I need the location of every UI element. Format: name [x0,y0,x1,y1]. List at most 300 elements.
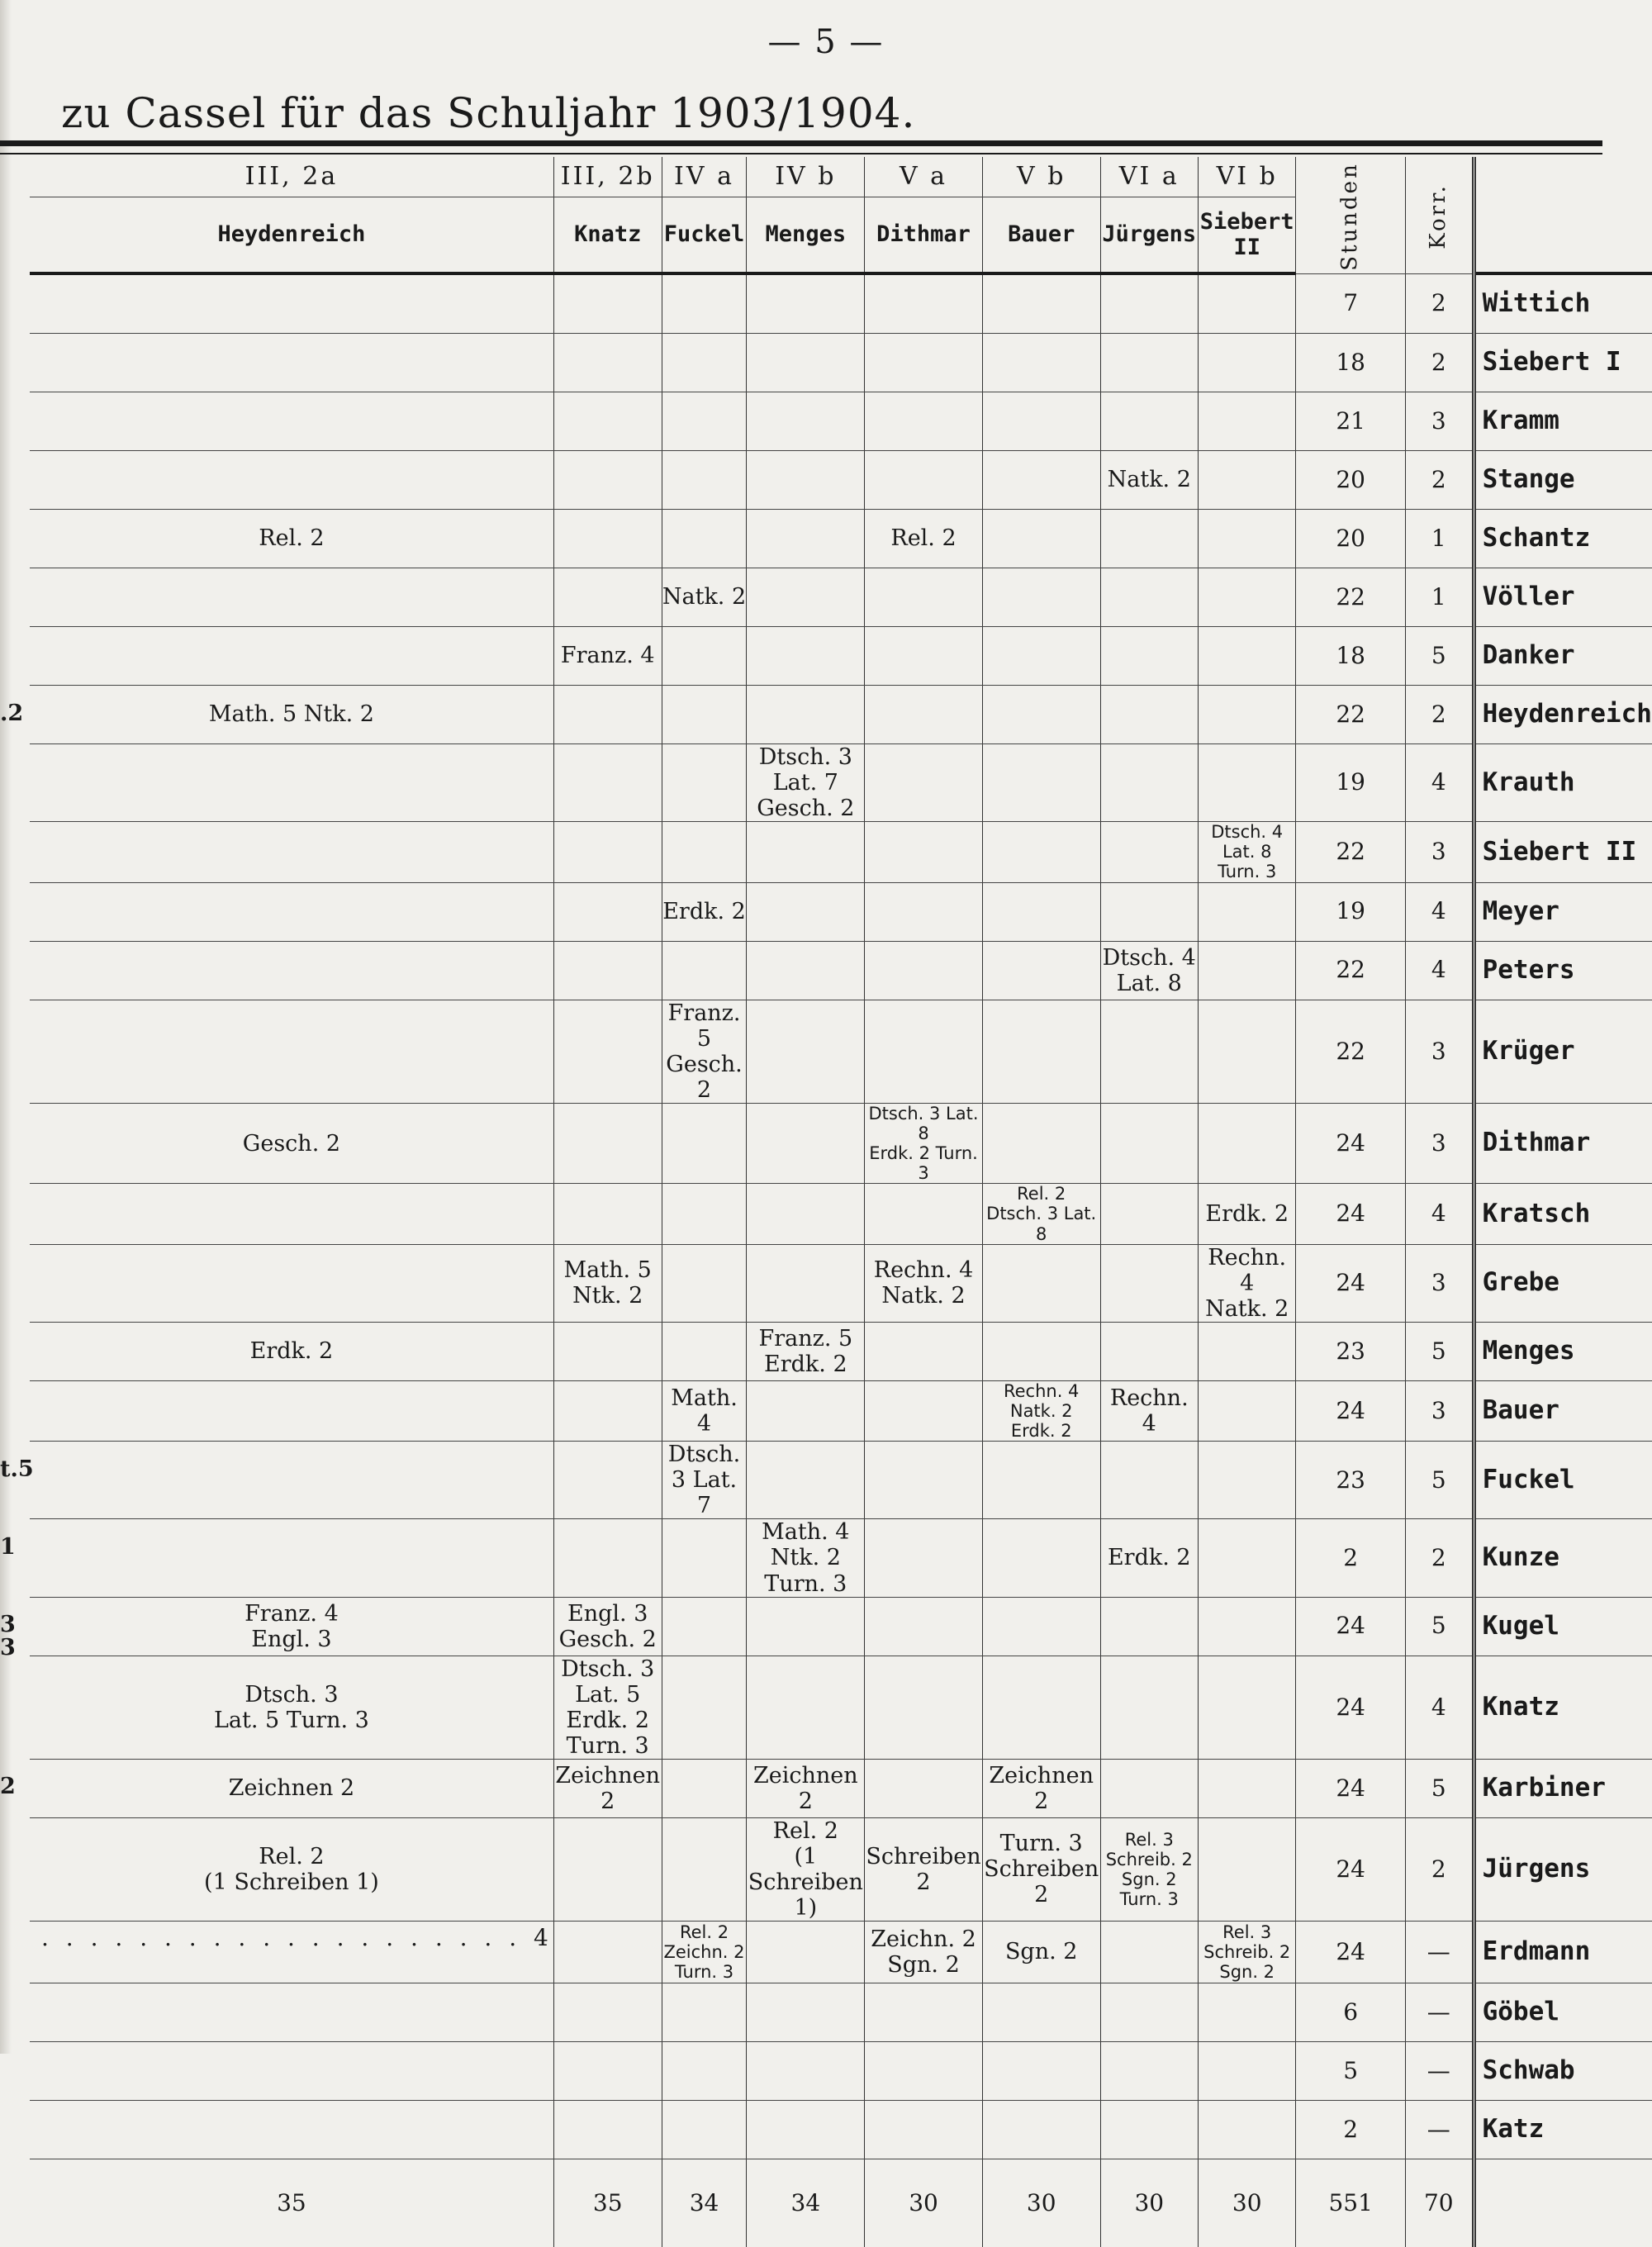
table-row [30,1921,1652,1983]
schedule-cell [553,1921,662,1983]
table-row [30,451,1652,510]
table-row [30,1244,1652,1322]
schedule-cell: Rechn. 4 [1100,1380,1198,1441]
schedule-cell: Rel. 2 [865,510,983,568]
teacher-name: Wittich [1474,273,1652,334]
table-row [30,392,1652,451]
schedule-cell [553,1983,662,2041]
table-row [30,1597,1652,1656]
schedule-cell [1100,334,1198,392]
schedule-cell [865,822,983,882]
schedule-cell [747,1983,865,2041]
schedule-cell [553,273,662,334]
stunden-cell: 24 [1296,1656,1406,1759]
table-row [30,941,1652,1000]
schedule-cell [865,334,983,392]
schedule-cell [982,1442,1100,1519]
total-cell: 35 [30,2159,553,2247]
schedule-cell [865,1983,983,2041]
schedule-cell [1198,627,1295,686]
schedule-cell [982,744,1100,822]
schedule-cell [747,2100,865,2159]
class-header-cell: VI a [1100,157,1198,197]
schedule-cell [30,2041,553,2100]
heading-rule [0,140,1602,146]
teacher-name: Heydenreich [1474,686,1652,744]
schedule-cell [747,627,865,686]
schedule-cell [662,744,747,822]
table-row [30,686,1652,744]
table-row [30,2041,1652,2100]
schedule-cell [865,392,983,451]
schedule-cell [30,451,553,510]
korr-cell: 3 [1405,1000,1474,1103]
schedule-cell [865,744,983,822]
schedule-cell: Turn. 3 Schreiben 2 [982,1817,1100,1921]
schedule-cell [30,822,553,882]
schedule-cell: Math. 4 Ntk. 2 Turn. 3 [747,1519,865,1597]
korr-header-cell [1405,157,1474,273]
schedule-cell [1100,1597,1198,1656]
schedule-cell [1198,2041,1295,2100]
schedule-cell [553,2100,662,2159]
schedule-cell [865,1380,983,1441]
schedule-cell [865,627,983,686]
stunden-cell: 22 [1296,822,1406,882]
schedule-cell [1198,1759,1295,1817]
schedule-cell [982,627,1100,686]
schedule-cell [30,1000,553,1103]
schedule-cell: Rel. 2 [30,510,553,568]
schedule-cell [553,1322,662,1380]
schedule-cell: Dtsch. 3 Lat. 8 Erdk. 2 Turn. 3 [865,1103,983,1184]
teacher-name: Menges [1474,1322,1652,1380]
schedule-cell [865,882,983,941]
schedule-cell [982,1322,1100,1380]
schedule-cell [553,1519,662,1597]
class-header-cell: III, 2b [553,157,662,197]
schedule-cell [553,882,662,941]
schedule-cell [1198,1817,1295,1921]
korr-cell: 4 [1405,941,1474,1000]
teacher-name: Völler [1474,568,1652,627]
korr-cell: 4 [1405,744,1474,822]
schedule-cell [982,1103,1100,1184]
table-row [30,334,1652,392]
schedule-cell: Rel. 2 (1 Schreiben 1) [30,1817,553,1921]
korr-cell: 2 [1405,1817,1474,1921]
korr-cell: 3 [1405,822,1474,882]
stunden-cell: 19 [1296,744,1406,822]
teacher-name: Siebert I [1474,334,1652,392]
stunden-cell: 18 [1296,334,1406,392]
schedule-cell [982,334,1100,392]
schedule-cell [662,273,747,334]
class-header-cell: IV a [662,157,747,197]
schedule-cell [1100,1983,1198,2041]
schedule-cell [553,941,662,1000]
schedule-cell [1198,1380,1295,1441]
teacher-name: Knatz [1474,1656,1652,1759]
page-heading: zu Cassel für das Schuljahr 1903/1904. [61,89,916,137]
schedule-cell [982,273,1100,334]
korr-cell: 3 [1405,1244,1474,1322]
schedule-cell [1198,1322,1295,1380]
schedule-cell [865,1759,983,1817]
schedule-cell [662,1759,747,1817]
left-margin-fragment: 2 [0,1774,16,1800]
schedule-cell [662,1817,747,1921]
schedule-cell: Natk. 2 [1100,451,1198,510]
schedule-cell: Math. 5 Ntk. 2 [553,1244,662,1322]
schedule-cell [865,1184,983,1244]
schedule-cell [1198,744,1295,822]
schedule-cell [553,392,662,451]
schedule-cell: . . . . . . . . . . . . . . . . . . . . 4 [30,1921,553,1983]
korr-cell: 3 [1405,392,1474,451]
schedule-cell [30,1184,553,1244]
class-teacher-cell: Menges [747,197,865,274]
total-cell: 30 [1198,2159,1295,2247]
schedule-cell [865,686,983,744]
table-row [30,273,1652,334]
schedule-cell [662,2041,747,2100]
schedule-cell [865,1442,983,1519]
schedule-cell [747,510,865,568]
schedule-cell [553,334,662,392]
schedule-cell: Dtsch. 3 Lat. 7 Gesch. 2 [747,744,865,822]
schedule-cell [747,273,865,334]
totals-row [30,2159,1652,2247]
teacher-name: Katz [1474,2100,1652,2159]
class-header-cell: V b [982,157,1100,197]
table-row [30,1519,1652,1597]
total-cell: 35 [553,2159,662,2247]
korr-cell: 4 [1405,882,1474,941]
schedule-cell [1100,1244,1198,1322]
schedule-cell: Schreiben 2 [865,1817,983,1921]
schedule-cell [747,451,865,510]
schedule-cell [865,451,983,510]
schedule-cell [982,568,1100,627]
schedule-cell [30,568,553,627]
teaching-schedule-table [30,157,1652,2247]
schedule-cell [662,2100,747,2159]
schedule-cell: Zeichnen 2 [30,1759,553,1817]
class-teacher-cell: Knatz [553,197,662,274]
schedule-cell: Erdk. 2 [30,1322,553,1380]
table-row [30,627,1652,686]
schedule-cell [1100,1442,1198,1519]
schedule-cell [747,1380,865,1441]
class-header-cell: VI b [1198,157,1295,197]
schedule-cell: Rechn. 4 Natk. 2 [865,1244,983,1322]
schedule-cell [982,2100,1100,2159]
schedule-cell [662,1983,747,2041]
total-cell: 30 [982,2159,1100,2247]
schedule-cell [662,822,747,882]
schedule-cell [1100,627,1198,686]
korr-cell: 4 [1405,1656,1474,1759]
schedule-cell: Erdk. 2 [1198,1184,1295,1244]
teacher-name: Karbiner [1474,1759,1652,1817]
schedule-cell [30,334,553,392]
schedule-cell [982,392,1100,451]
schedule-cell [1100,1921,1198,1983]
korr-cell: 5 [1405,1597,1474,1656]
schedule-cell [30,941,553,1000]
schedule-cell: Franz. 4 [553,627,662,686]
stunden-header-cell [1296,157,1406,273]
schedule-cell: Engl. 3 Gesch. 2 [553,1597,662,1656]
schedule-cell [1100,510,1198,568]
schedule-cell [30,1983,553,2041]
korr-cell: 5 [1405,1442,1474,1519]
schedule-cell [1198,941,1295,1000]
schedule-cell [662,1656,747,1759]
schedule-cell [982,510,1100,568]
stunden-cell: 2 [1296,2100,1406,2159]
stunden-cell: 5 [1296,2041,1406,2100]
total-cell: 30 [1100,2159,1198,2247]
teacher-name: Peters [1474,941,1652,1000]
stunden-cell: 23 [1296,1322,1406,1380]
teacher-name: Erdmann [1474,1921,1652,1983]
schedule-cell [553,1184,662,1244]
schedule-cell [865,273,983,334]
schedule-cell [865,1519,983,1597]
total-cell: 70 [1405,2159,1474,2247]
schedule-cell: Franz. 5 Erdk. 2 [747,1322,865,1380]
schedule-cell [553,822,662,882]
stunden-cell: 22 [1296,941,1406,1000]
schedule-cell [1100,2041,1198,2100]
left-margin-fragment: t.5 [0,1456,34,1482]
schedule-cell [1100,1103,1198,1184]
schedule-cell [553,1380,662,1441]
schedule-cell [982,1597,1100,1656]
schedule-cell [1100,882,1198,941]
schedule-cell [982,1656,1100,1759]
schedule-cell: Franz. 5 Gesch. 2 [662,1000,747,1103]
table-row [30,1817,1652,1921]
schedule-cell [1198,334,1295,392]
schedule-cell [662,1322,747,1380]
schedule-cell [865,568,983,627]
korr-cell: — [1405,2041,1474,2100]
table-row [30,744,1652,822]
schedule-cell [747,686,865,744]
class-teacher-cell: Fuckel [662,197,747,274]
schedule-cell [982,1244,1100,1322]
class-teacher-cell: Jürgens [1100,197,1198,274]
schedule-cell [662,392,747,451]
korr-cell: 2 [1405,451,1474,510]
teacher-name: Fuckel [1474,1442,1652,1519]
schedule-cell [1100,1656,1198,1759]
class-header-row [30,157,1652,197]
teacher-name: Krüger [1474,1000,1652,1103]
schedule-cell [1100,392,1198,451]
schedule-cell [747,882,865,941]
total-cell: 34 [747,2159,865,2247]
class-header-cell: V a [865,157,983,197]
schedule-cell: Zeichnen 2 [553,1759,662,1817]
schedule-cell [1100,1184,1198,1244]
schedule-cell [747,334,865,392]
schedule-cell [747,941,865,1000]
schedule-cell [865,1597,983,1656]
schedule-cell [30,1442,553,1519]
korr-cell: 1 [1405,510,1474,568]
schedule-cell: Erdk. 2 [662,882,747,941]
schedule-cell [865,1000,983,1103]
schedule-cell [1100,568,1198,627]
schedule-cell: Math. 4 [662,1380,747,1441]
schedule-cell: Math. 5 Ntk. 2 [30,686,553,744]
stunden-cell: 24 [1296,1759,1406,1817]
schedule-cell: Dtsch. 3 Lat. 7 [662,1442,747,1519]
table-row [30,2100,1652,2159]
page-gutter [0,0,12,2054]
schedule-cell [30,1244,553,1322]
schedule-cell: Rel. 2 (1 Schreiben 1) [748,1817,863,1921]
korr-header: Korr. [1425,183,1450,249]
korr-cell: 5 [1405,1322,1474,1380]
teacher-name: Bauer [1474,1380,1652,1441]
schedule-cell: Rechn. 4 Natk. 2 Erdk. 2 [982,1380,1100,1441]
total-cell: 551 [1296,2159,1406,2247]
schedule-cell: Gesch. 2 [30,1103,553,1184]
left-margin-fragment: 3 [0,1612,16,1638]
schedule-cell [553,1000,662,1103]
schedule-cell [865,941,983,1000]
schedule-cell [30,882,553,941]
schedule-cell [662,334,747,392]
schedule-cell [1198,1442,1295,1519]
stunden-cell: 20 [1296,510,1406,568]
teacher-name: Kunze [1474,1519,1652,1597]
schedule-cell [30,1519,553,1597]
schedule-cell [747,1656,865,1759]
stunden-cell: 24 [1296,1184,1406,1244]
schedule-cell: Franz. 4 Engl. 3 [30,1597,553,1656]
schedule-cell [1100,686,1198,744]
stunden-cell: 24 [1296,1597,1406,1656]
schedule-cell [1198,1983,1295,2041]
schedule-cell [662,1519,747,1597]
schedule-cell [553,2041,662,2100]
schedule-cell [30,627,553,686]
korr-cell: 2 [1405,1519,1474,1597]
stunden-cell: 24 [1296,1921,1406,1983]
class-teacher-cell: Siebert II [1198,197,1295,274]
schedule-cell [553,744,662,822]
schedule-cell [1100,744,1198,822]
schedule-cell [553,1817,662,1921]
schedule-cell [662,1597,747,1656]
teacher-header-cell [1474,157,1652,273]
schedule-cell [982,1519,1100,1597]
teacher-name: Meyer [1474,882,1652,941]
schedule-cell [1198,392,1295,451]
left-margin-fragment: .2 [0,700,24,726]
schedule-cell [1198,1597,1295,1656]
teacher-name: Grebe [1474,1244,1652,1322]
table-row [30,1000,1652,1103]
schedule-cell: Sgn. 2 [982,1921,1100,1983]
class-teacher-cell: Dithmar [865,197,983,274]
schedule-cell: Zeichnen 2 [747,1759,865,1817]
teacher-name: Jürgens [1474,1817,1652,1921]
teacher-name: Siebert II [1474,822,1652,882]
schedule-cell [1198,568,1295,627]
schedule-cell [1100,273,1198,334]
table-row [30,1656,1652,1759]
schedule-cell [1198,686,1295,744]
schedule-cell [1198,1000,1295,1103]
schedule-cell [865,1656,983,1759]
teacher-name: Dithmar [1474,1103,1652,1184]
stunden-cell: 6 [1296,1983,1406,2041]
schedule-cell [747,392,865,451]
korr-cell: — [1405,1983,1474,2041]
schedule-cell [1198,510,1295,568]
schedule-cell [1198,451,1295,510]
schedule-cell [553,686,662,744]
stunden-cell: 22 [1296,568,1406,627]
total-blank [1474,2159,1652,2247]
total-cell: 34 [662,2159,747,2247]
stunden-cell: 20 [1296,451,1406,510]
table-row [30,1103,1652,1184]
schedule-cell [662,1244,747,1322]
schedule-cell [1198,273,1295,334]
korr-cell: 4 [1405,1184,1474,1244]
schedule-cell [1100,822,1198,882]
korr-cell: 3 [1405,1380,1474,1441]
class-header-cell: IV b [747,157,865,197]
korr-cell: 2 [1405,686,1474,744]
korr-cell: 5 [1405,1759,1474,1817]
schedule-cell: Rel. 2 Zeichn. 2 Turn. 3 [662,1921,747,1983]
schedule-cell [30,2100,553,2159]
schedule-cell: Dtsch. 4 Lat. 8 [1100,941,1198,1000]
schedule-cell: Rel. 2 Dtsch. 3 Lat. 8 [982,1184,1100,1244]
schedule-cell [553,451,662,510]
table-row [30,1442,1652,1519]
table-row [30,822,1652,882]
stunden-header: Stunden [1337,162,1363,271]
schedule-cell [1100,1000,1198,1103]
schedule-cell: Rechn. 4 Natk. 2 [1198,1244,1295,1322]
schedule-cell [747,2041,865,2100]
stunden-cell: 2 [1296,1519,1406,1597]
total-cell: 30 [865,2159,983,2247]
schedule-cell [553,1103,662,1184]
korr-cell: — [1405,1921,1474,1983]
schedule-cell [865,1322,983,1380]
schedule-cell [1100,1322,1198,1380]
stunden-cell: 24 [1296,1817,1406,1921]
schedule-cell: Natk. 2 [662,568,747,627]
table-row [30,882,1652,941]
korr-cell: 1 [1405,568,1474,627]
stunden-cell: 19 [1296,882,1406,941]
schedule-cell [662,686,747,744]
schedule-cell [1100,1759,1198,1817]
schedule-cell [982,451,1100,510]
